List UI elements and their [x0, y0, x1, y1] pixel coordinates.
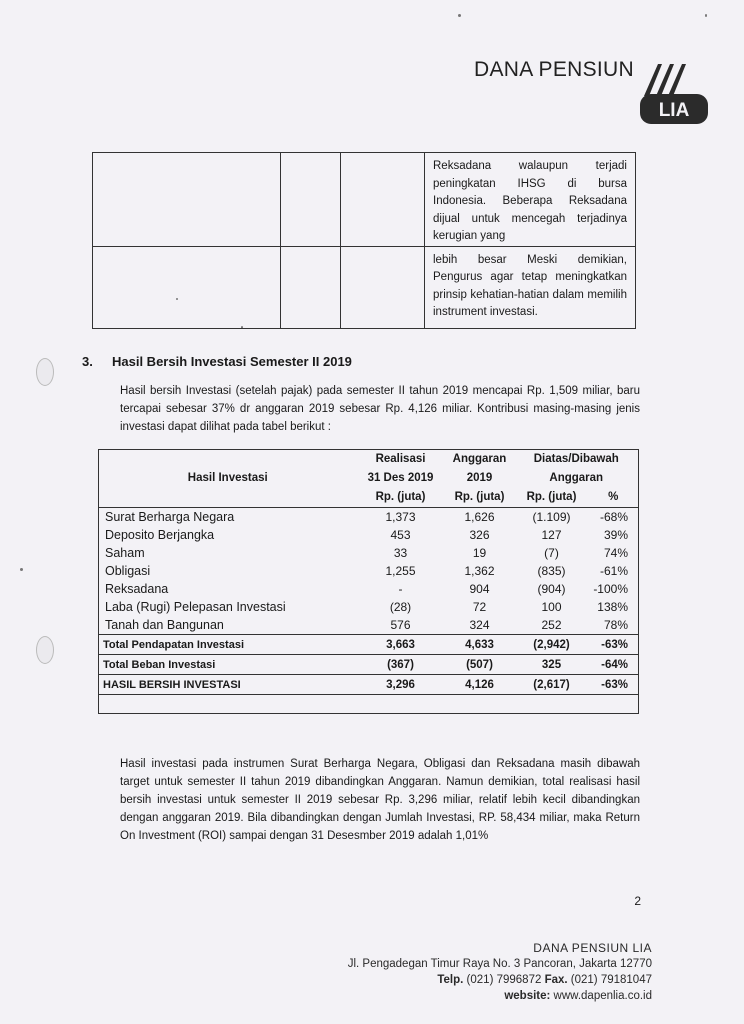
telp-number: (021) 7996872	[466, 974, 542, 986]
header-percent: %	[608, 491, 619, 503]
header-anggaran-unit: Rp. (juta)	[454, 491, 505, 503]
table-row	[99, 580, 639, 598]
speck	[458, 14, 461, 17]
row-label: Saham	[105, 546, 145, 560]
blank-cell	[99, 695, 639, 714]
cell-anggaran: 19	[472, 546, 487, 560]
cell-anggaran: (507)	[445, 655, 515, 675]
cell-realisasi: (28)	[389, 600, 412, 614]
table-row	[99, 562, 639, 580]
cell-anggaran: 324	[469, 618, 490, 632]
cell-anggaran: 1,626	[464, 510, 495, 524]
logo-text: LIA	[658, 100, 690, 121]
cell-realisasi: 576	[390, 618, 411, 632]
net-result-label: HASIL BERSIH INVESTASI	[99, 675, 357, 695]
header-hasil-investasi: Hasil Investasi	[187, 472, 268, 484]
header-diatas-line2: Anggaran	[549, 472, 604, 484]
continuation-text: Reksadana walaupun terjadi peningkatan IHSG di bursa Indonesia. Beberapa Reksadana dijual untuk mencegah terjadinya kerugian yang	[433, 160, 627, 242]
cell-anggaran: 4,126	[445, 675, 515, 695]
header-anggaran-line1: Anggaran	[452, 453, 507, 465]
cell-percent: 78%	[603, 618, 628, 632]
row-label: Surat Berharga Negara	[105, 510, 235, 524]
cell-anggaran: 326	[469, 528, 490, 542]
cell-realisasi: 453	[390, 528, 411, 542]
table-cell	[281, 246, 341, 328]
cell-anggaran: 4,633	[445, 635, 515, 655]
brand-name: DANA PENSIUN	[474, 58, 634, 81]
continuation-text: lebih besar Meski demikian, Pengurus agar tetap meningkatkan prinsip kehatian-hatian dalam memilih instrument investasi.	[433, 253, 627, 318]
cell-percent: -63%	[589, 635, 639, 655]
row-label: Laba (Rugi) Pelepasan Investasi	[105, 600, 286, 614]
cell-anggaran: 1,362	[464, 564, 495, 578]
total-row	[99, 635, 639, 655]
footer-website-line	[348, 988, 652, 1004]
cell-realisasi: 1,373	[385, 510, 416, 524]
cell-realisasi: 1,255	[385, 564, 416, 578]
cell-selisih: 127	[541, 528, 562, 542]
header-realisasi-unit: Rp. (juta)	[375, 491, 426, 503]
speck	[20, 568, 23, 571]
table-row	[99, 616, 639, 635]
row-label: Reksadana	[105, 582, 169, 596]
row-label: Tanah dan Bangunan	[105, 618, 224, 632]
cell-realisasi: (367)	[357, 655, 445, 675]
cell-realisasi: 33	[393, 546, 408, 560]
table-row	[99, 544, 639, 562]
table-header-row	[99, 450, 639, 470]
section-title: Hasil Bersih Investasi Semester II 2019	[112, 354, 352, 369]
conclusion-paragraph: Hasil investasi pada instrumen Surat Berharga Negara, Obligasi dan Reksadana masih dibawah target untuk semester II tahun 2019 dibandingkan Anggaran. Namun demikian, total realisasi hasil bersih investasi untuk semester II 2019 sebesar Rp. 3,296 miliar, relatif lebih kecil dibandingkan dengan anggaran 2019. Bila dibandingkan dengan Jumlah Investasi, RP. 58,434 miliar, maka Return On Investment (ROI) sampai dengan 31 Desesmber 2019 adalah 1,01%	[120, 758, 640, 842]
cell-selisih: (2,617)	[515, 675, 589, 695]
cell-selisih: (1.109)	[532, 510, 571, 524]
cell-percent: -68%	[599, 510, 628, 524]
cell-realisasi: 3,663	[357, 635, 445, 655]
header-realisasi-line1: Realisasi	[375, 453, 426, 465]
cell-selisih: (835)	[537, 564, 566, 578]
punch-hole-top	[36, 358, 54, 386]
punch-hole-bottom	[36, 636, 54, 664]
total-row	[99, 655, 639, 675]
table-row	[99, 598, 639, 616]
cell-percent: 138%	[597, 600, 628, 614]
header-realisasi-line2: 31 Des 2019	[367, 472, 434, 484]
cell-anggaran: 904	[469, 582, 490, 596]
footer-company-name: DANA PENSIUN LIA	[533, 941, 652, 955]
footer	[348, 940, 652, 1004]
cell-percent: -61%	[599, 564, 628, 578]
header-diatas-line1: Diatas/Dibawah	[533, 453, 619, 465]
header-anggaran-line2: 2019	[466, 472, 493, 484]
cell-selisih: (2,942)	[515, 635, 589, 655]
table-cell	[93, 246, 281, 328]
fax-label: Fax.	[544, 974, 568, 986]
cell-realisasi: 3,296	[357, 675, 445, 695]
table-row	[93, 246, 636, 328]
table-row	[99, 526, 639, 544]
page-number: 2	[634, 894, 641, 908]
cell-selisih: 325	[515, 655, 589, 675]
continuation-table	[92, 152, 636, 329]
cell-percent: -63%	[589, 675, 639, 695]
cell-selisih: (904)	[537, 582, 566, 596]
cell-selisih: (7)	[544, 546, 559, 560]
table-cell	[341, 153, 425, 247]
telp-label: Telp.	[437, 974, 464, 986]
total-label: Total Pendapatan Investasi	[99, 635, 357, 655]
cell-anggaran: 72	[472, 600, 487, 614]
table-row	[93, 153, 636, 247]
cell-percent: 39%	[603, 528, 628, 542]
table-row	[99, 508, 639, 527]
header-diatas-unit: Rp. (juta)	[526, 491, 577, 503]
table-cell	[425, 246, 636, 328]
footer-contact	[348, 972, 652, 988]
table-cell	[281, 153, 341, 247]
table-cell	[93, 153, 281, 247]
dana-pensiun-lia-logo	[636, 58, 712, 130]
cell-percent: -100%	[593, 582, 628, 596]
blank-row	[99, 695, 639, 714]
section-number: 3.	[82, 354, 93, 369]
cell-selisih: 252	[541, 618, 562, 632]
net-result-row	[99, 675, 639, 695]
cell-percent: 74%	[603, 546, 628, 560]
total-label: Total Beban Investasi	[99, 655, 357, 675]
cell-percent: -64%	[589, 655, 639, 675]
investment-table	[98, 449, 639, 714]
table-cell	[425, 153, 636, 247]
website-label: website:	[504, 990, 551, 1002]
table-cell	[341, 246, 425, 328]
row-label: Obligasi	[105, 564, 151, 578]
cell-selisih: 100	[541, 600, 562, 614]
row-label: Deposito Berjangka	[105, 528, 215, 542]
website-link[interactable]: www.dapenlia.co.id	[553, 990, 652, 1002]
footer-address: Jl. Pengadegan Timur Raya No. 3 Pancoran, Jakarta 12770	[347, 958, 652, 970]
speck	[705, 14, 707, 17]
intro-paragraph: Hasil bersih Investasi (setelah pajak) pada semester II tahun 2019 mencapai Rp. 1,509 miliar, baru tercapai sebesar 37% dr anggaran 2019 sebesar Rp. 4,126 miliar. Kontribusi masing-masing jenis investasi dapat dilihat pada tabel berikut :	[120, 385, 640, 433]
fax-number: (021) 79181047	[570, 974, 652, 986]
cell-realisasi: -	[398, 582, 403, 596]
